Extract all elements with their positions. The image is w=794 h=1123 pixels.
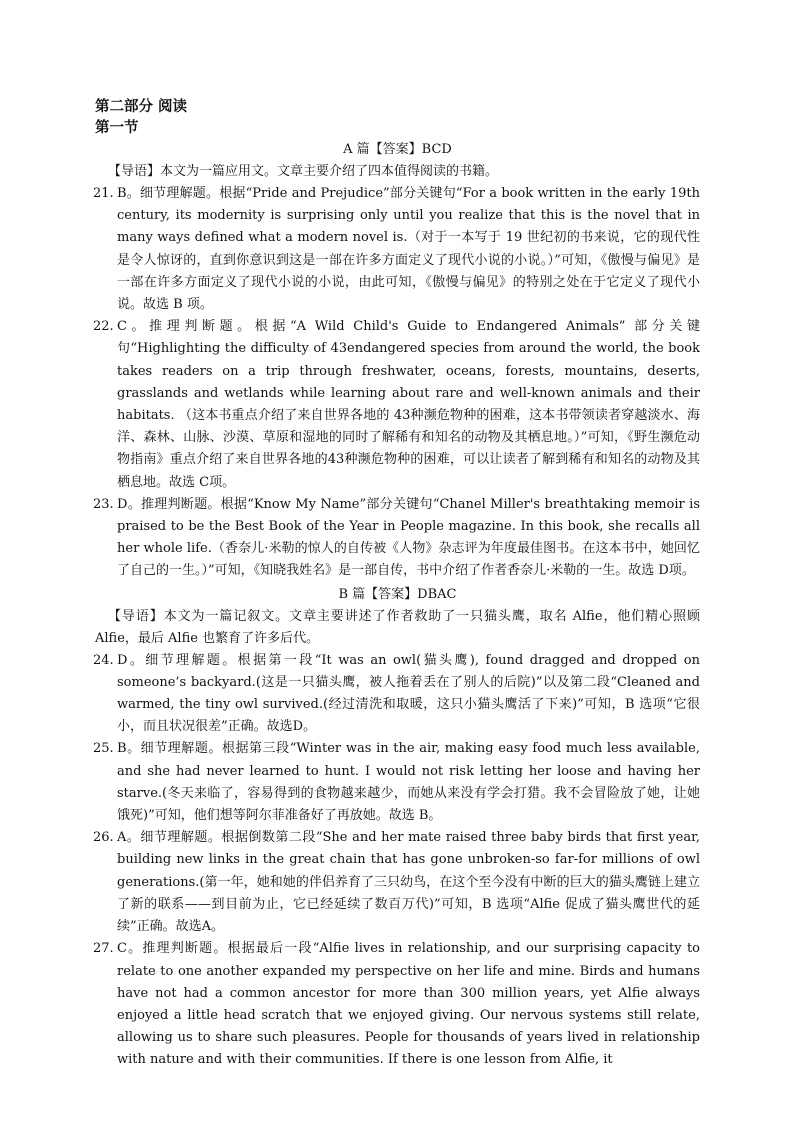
question-explanation: B。细节理解题。根据“Pride and Prejudice”部分关键句“For a book written in the early 19th century, its modernity is surprising only until you realize that this is the novel that in many ways defined what a modern novel is.（对于一本写于 19 世纪初的书来说，它的现代性是令人惊讶的，直到你意识到这是一部在许多方面定义了现代小说的小说。）”可知，《傲慢与偏见》是一部在许多方面定义了现代小说的小说，由此可知，《傲慢与偏见》的特别之处在于它定义了现代小说。故选 B 项。: [117, 186, 700, 313]
question-explanation: C。推理判断题。根据“A Wild Child's Guide to Endangered Animals” 部分关键句“Highlighting the difficulty of 43endangered species from around the world, the book takes readers on a trip through freshwater, oceans, forests, mountains, deserts, grasslands and wetlands while learning about rare and well-known animals and their habitats. （这本书重点介绍了来自世界各地的 43种濒危物种的困难，这本书带领读者穿越淡水、海洋、森林、山脉、沙漠、草原和湿地的同时了解稀有和知名的动物及其栖息地。）”可知，《野生濒危动物指南》重点介绍了来自世界各地的43种濒危物种的困难，可以让读者了解到稀有和知名的动物及其栖息地。故选 C项。: [117, 319, 700, 490]
answer-document: [95, 96, 700, 1072]
question-explanation: C。推理判断题。根据最后一段“Alfie lives in relationship, and our surprising capacity to relate to one another expanded my perspective on her life and mine. Birds and humans have not had a common ancestor for more than 300 million years, yet Alfie always enjoyed a little head scratch that we enjoyed giving. Our nervous systems still relate, allowing us to share such pleasures. People for thousands of years lived in relationship with nature and with their communities. If there is one lesson from Alfie, it: [117, 941, 700, 1068]
passage-b-header: B 篇【答案】DBAC: [338, 586, 457, 602]
question-explanation: B。细节理解题。根据第三段“Winter was in the air, making easy food much less available, and she had never learned to hunt. I would not risk letting her loose and having her starve.(冬天来临了，容易得到的食物越来越少，而她从来没有学会打猎。我不会冒险放了她，让她饿死)”可知，他们想等阿尔菲准备好了再放她。故选 B。: [117, 741, 700, 824]
passage-a-header: A 篇【答案】BCD: [343, 142, 452, 157]
passage-b-intro: 【导语】本文为一篇记叙文。文章主要讲述了作者救助了一只猫头鹰，取名 Alfie，他们精心照顾 Alfie，最后 Alfie 也繁育了许多后代。: [95, 608, 700, 646]
question-26: [95, 827, 700, 938]
question-number: 25.: [93, 741, 114, 757]
question-23: [95, 494, 700, 583]
question-explanation: A。细节理解题。根据倒数第二段“She and her mate raised three baby birds that first year, building new links in the great chain that has gone unbroken-so far-for millions of owl generations.(第一年，她和她的伴侣养育了三只幼鸟，在这个至今没有中断的巨大的猫头鹰链上建立了新的联系——到目前为止，它已经延续了数百万代)”可知，B 选项“Alfie 促成了猫头鹰世代的延续”正确。故选A。: [117, 830, 700, 935]
question-number: 24.: [93, 652, 114, 668]
question-25: [95, 738, 700, 827]
passage-a-intro: 【导语】本文为一篇应用文。文章主要介绍了四本值得阅读的书籍。: [108, 164, 499, 179]
question-22: [95, 316, 700, 494]
part-title: 第二部分 阅读: [95, 98, 188, 115]
question-number: 27.: [93, 941, 114, 957]
question-explanation: D。推理判断题。根据“Know My Name”部分关键句“Chanel Miller's breathtaking memoir is praised to be the Best Book of the Year in People magazine. In this book, she recalls all her whole life.（香奈儿·米勒的惊人的自传被《人物》杂志评为年度最佳图书。在这本书中，她回忆了自己的一生。）”可知，《知晓我姓名》是一部自传，书中介绍了作者香奈儿·米勒的一生。故选 D项。: [117, 496, 700, 579]
question-explanation: D。细节理解题。根据第一段“It was an owl(猫头鹰), found dragged and dropped on someone’s backyard.(这是一只猫头鹰，被人拖着丢在了别人的后院)”以及第二段“Cleaned and warmed, the tiny owl survived.(经过清洗和取暖，这只小猫头鹰活了下来)”可知，B 选项“它很小，而且状况很差”正确。故选D。: [117, 652, 700, 735]
section-title: 第一节: [95, 119, 139, 136]
question-number: 21.: [93, 186, 114, 201]
question-number: 26.: [93, 830, 114, 846]
question-21: [95, 183, 700, 316]
question-number: 22.: [93, 319, 114, 335]
question-number: 23.: [93, 496, 114, 512]
question-27: [95, 938, 700, 1071]
question-24: [95, 650, 700, 739]
